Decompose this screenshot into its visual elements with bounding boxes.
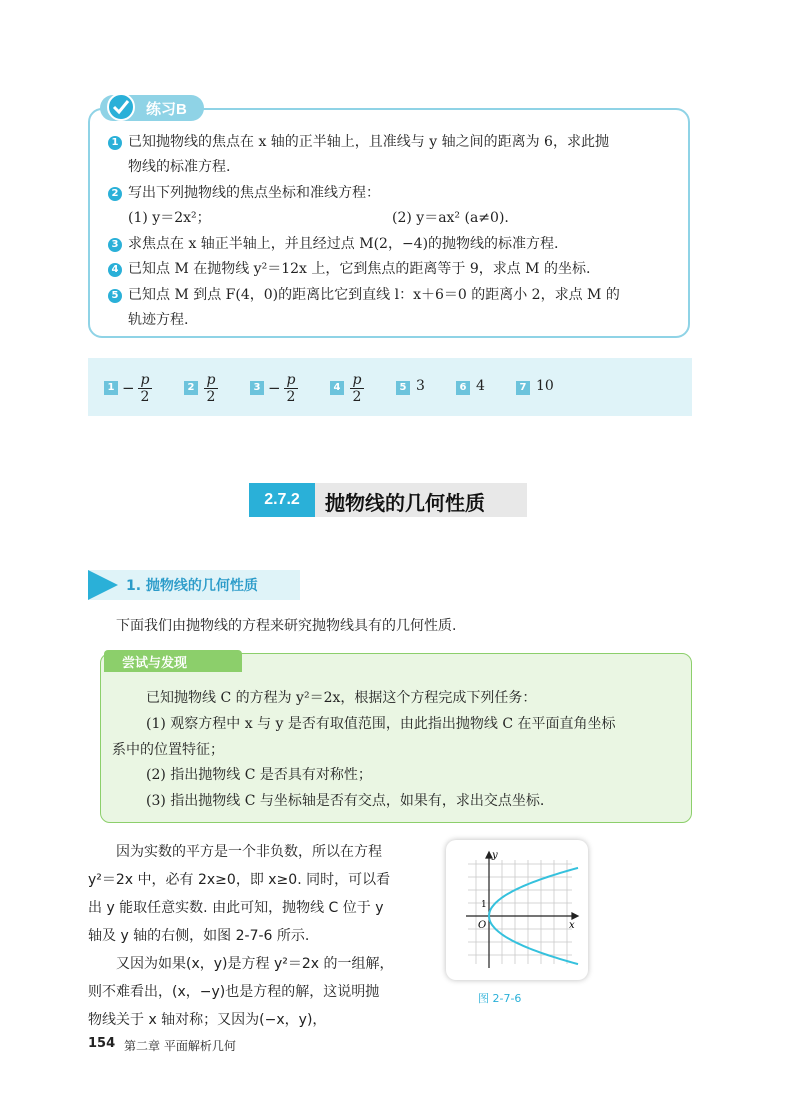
subsection-title: 1. 抛物线的几何性质 [126, 578, 258, 594]
try-line-3: 系中的位置特征； [112, 742, 224, 758]
question-number-1: 1 [108, 136, 122, 150]
answer-sign: − [268, 379, 281, 397]
answer-number: 6 [456, 381, 470, 395]
question-1 [108, 130, 609, 154]
try-line-2: (1) 观察方程中 x 与 y 是否有取值范围，由此指出抛物线 C 在平面直角坐标 [146, 716, 616, 732]
tick-label: 1 [481, 900, 487, 910]
answer-number: 1 [104, 381, 118, 395]
figure-caption: 图 2-7-6 [478, 992, 522, 1005]
section-title: 抛物线的几何性质 [325, 491, 485, 515]
pencil-check-icon [106, 92, 136, 122]
answer-number: 7 [516, 381, 530, 395]
fraction-denominator: 2 [286, 389, 296, 405]
question-number-4: 4 [108, 263, 122, 277]
answer-number: 4 [330, 381, 344, 395]
question-4 [108, 257, 590, 281]
question-2 [108, 181, 380, 205]
answer-fraction [284, 373, 298, 404]
question-3-text: 求焦点在 x 轴正半轴上，并且经过点 M(2，−4)的抛物线的标准方程. [128, 236, 559, 252]
para-2-line-2: 则不难看出，(x，−y)也是方程的解，这说明抛 [88, 984, 380, 1000]
question-number-3: 3 [108, 238, 122, 252]
fraction-numerator: p [286, 372, 296, 388]
answer-fraction [138, 373, 152, 404]
try-discover-title: 尝试与发现 [122, 656, 188, 671]
question-1-text: 已知抛物线的焦点在 x 轴的正半轴上，且准线与 y 轴之间的距离为 6，求此抛 [128, 134, 609, 150]
fraction-denominator: 2 [206, 389, 216, 405]
fraction-denominator: 2 [352, 389, 362, 405]
question-5 [108, 283, 620, 307]
fraction-numerator: p [206, 372, 216, 388]
answer-number: 5 [396, 381, 410, 395]
question-2b: (2) y＝ax² (a≠0). [392, 210, 509, 226]
para-1-line-3: 出 y 能取任意实数. 由此可知，抛物线 C 位于 y [88, 900, 384, 916]
try-line-5: (3) 指出抛物线 C 与坐标轴是否有交点，如果有，求出交点坐标. [146, 793, 545, 809]
origin-label: O [478, 920, 487, 931]
question-5-cont: 轨迹方程. [128, 312, 189, 328]
section-number: 2.7.2 [249, 483, 315, 517]
answer-fraction [350, 373, 364, 404]
question-1-cont: 物线的标准方程. [128, 159, 231, 175]
intro-text: 下面我们由抛物线的方程来研究抛物线具有的几何性质. [116, 618, 457, 634]
answer-sign: − [122, 379, 135, 397]
para-2-line-3: 物线关于 x 轴对称；又因为(−x，y)， [88, 1012, 327, 1028]
fraction-numerator: p [352, 372, 362, 388]
answer-value: 10 [536, 378, 554, 394]
para-1-line-4: 轴及 y 轴的右侧，如图 2-7-6 所示. [88, 928, 310, 944]
para-1-line-1: 因为实数的平方是一个非负数，所以在方程 [116, 844, 382, 860]
question-3 [108, 232, 559, 256]
answer-number: 2 [184, 381, 198, 395]
try-line-1: 已知抛物线 C 的方程为 y²＝2x，根据这个方程完成下列任务： [146, 690, 537, 706]
try-line-4: (2) 指出抛物线 C 是否具有对称性； [146, 767, 372, 783]
answer-value: 3 [416, 378, 425, 394]
answers-band [88, 358, 692, 416]
answer-fraction [204, 373, 218, 404]
answer-number: 3 [250, 381, 264, 395]
fraction-numerator: p [140, 372, 150, 388]
chapter-footer: 第二章 平面解析几何 [124, 1039, 236, 1053]
x-axis-label: x [569, 920, 575, 931]
answer-value: 4 [476, 378, 485, 394]
question-number-2: 2 [108, 187, 122, 201]
para-2-line-1: 又因为如果(x，y)是方程 y²＝2x 的一组解， [116, 956, 394, 972]
y-axis-label: y [492, 850, 498, 861]
question-number-5: 5 [108, 289, 122, 303]
page-number: 154 [88, 1036, 116, 1051]
question-2a: (1) y＝2x²； [128, 210, 211, 226]
exercise-b-title: 练习B [146, 101, 187, 118]
fraction-denominator: 2 [140, 389, 150, 405]
question-2-text: 写出下列抛物线的焦点坐标和准线方程： [128, 185, 380, 201]
arrow-right-icon [88, 570, 118, 600]
parabola-figure [446, 840, 588, 980]
question-4-text: 已知点 M 在抛物线 y²＝12x 上，它到焦点的距离等于 9，求点 M 的坐标. [128, 261, 591, 277]
question-5-text: 已知点 M 到点 F(4，0)的距离比它到直线 l：x＋6＝0 的距离小 2，求点 M 的 [128, 287, 620, 303]
para-1-line-2: y²＝2x 中，必有 2x≥0，即 x≥0. 同时，可以看 [88, 872, 391, 888]
